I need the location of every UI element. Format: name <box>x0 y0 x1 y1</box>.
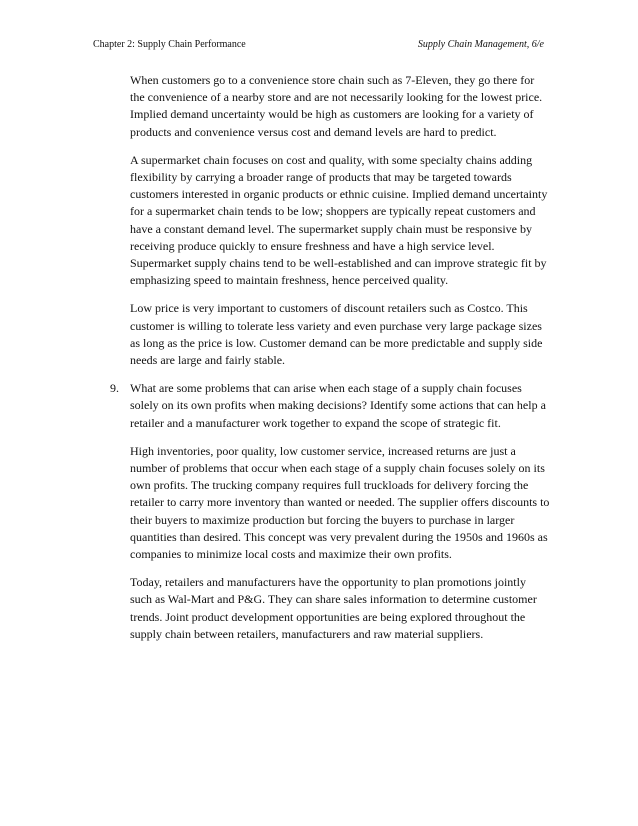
paragraph-discount-retailer: Low price is very important to customers of discount retailers such as Costco. This customer is willing to tolerate less variety and even purchase very large package sizes as long as the price is low. Customer demand can be more predictable and supply side needs are large and fairly stable. <box>130 301 543 368</box>
question-number: 9. <box>110 381 119 396</box>
paragraph-supermarket: A supermarket chain focuses on cost and quality, with some specialty chains adding flexibility by carrying a broader range of products that may be targeted towards customers interested in organic products or ethnic cuisine. Implied demand uncertainty for a supermarket chain tends to be low; shoppers are typically repeat customers and have a constant demand level. The supermarket supply chain must be responsive by receiving produce quickly to ensure freshness and have a high service level. Supermarket supply chains tend to be well-established and can improve strategic fit by emphasizing speed to maintain freshness, hence perceived quality. <box>130 152 548 288</box>
header-book-title: Supply Chain Management, 6/e <box>417 39 544 50</box>
question-item <box>110 380 550 432</box>
document-body <box>110 72 550 654</box>
paragraph-convenience-store: When customers go to a convenience store chain such as 7-Eleven, they go there for the convenience of a nearby store and are not necessarily looking for the lowest price. Implied demand uncertainty would be high as customers are looking for a variety of products and convenience versus cost and demand levels are hard to predict. <box>130 73 543 139</box>
paragraph-collaboration: Today, retailers and manufacturers have the opportunity to plan promotions jointly such as Wal-Mart and P&G. They can share sales information to determine customer trends. Joint product development opportunities are being explored throughout the supply chain between retailers, manufacturers and raw material suppliers. <box>130 575 537 641</box>
paragraph-problems: High inventories, poor quality, low customer service, increased returns are just a number of problems that occur when each stage of a supply chain focuses solely on its own profits. The trucking company requires full truckloads for delivery forcing the retailer to carry more inventory than wanted or needed. The supplier offers discounts to their buyers to maximize production but forcing the buyers to purchase in larger quantities than desired. This concept was very prevalent during the 1950s and 1960s as companies to minimize local costs and maximize their own profits. <box>130 443 550 562</box>
header-chapter-title: Chapter 2: Supply Chain Performance <box>93 39 246 50</box>
question-text: What are some problems that can arise when each stage of a supply chain focuses solely on its own profits when making decisions? Identify some actions that can help a retailer and a manufacturer work together to expand the scope of strategic fit. <box>130 381 546 430</box>
